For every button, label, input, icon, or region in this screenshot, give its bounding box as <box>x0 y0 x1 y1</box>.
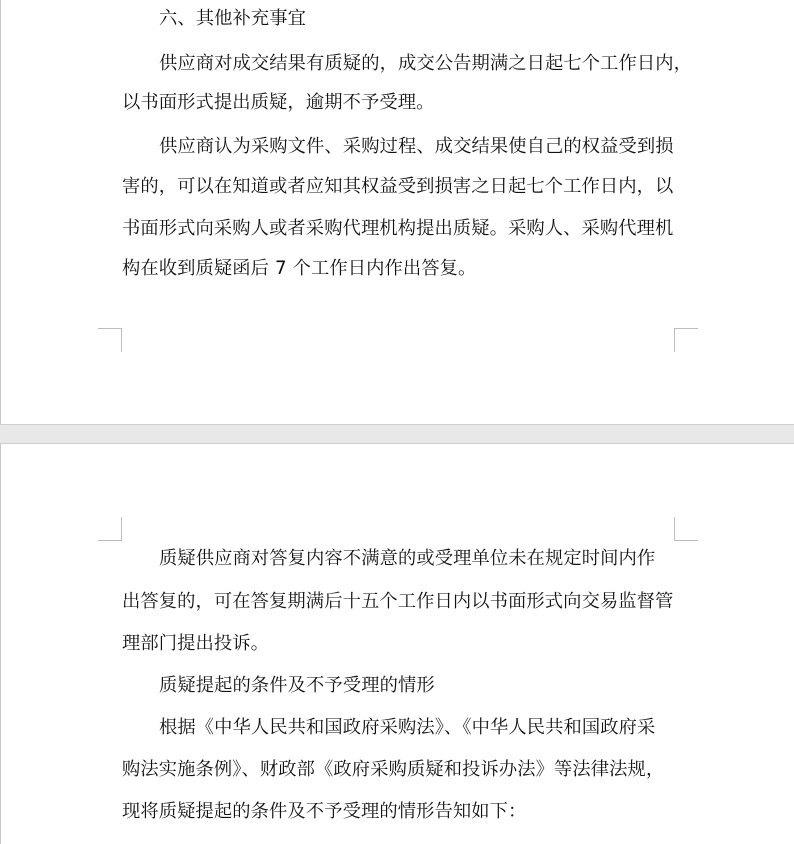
document-page-2 <box>0 443 794 844</box>
section-heading: 质疑提起的条件及不予受理的情形 <box>159 675 435 696</box>
paragraph-line: 理部门提出投诉。 <box>122 633 270 654</box>
paragraph-line: 根据《中华人民共和国政府采购法》、《中华人民共和国政府采 <box>159 717 656 738</box>
section-heading: 六、其他补充事宜 <box>159 8 307 29</box>
paragraph-line: 书面形式向采购人或者采购代理机构提出质疑。采购人、采购代理机 <box>122 218 674 239</box>
margin-corner-mark <box>674 328 698 352</box>
margin-corner-mark <box>674 517 698 541</box>
margin-corner-mark <box>98 328 122 352</box>
paragraph-line: 现将质疑提起的条件及不予受理的情形告知如下： <box>122 801 527 822</box>
paragraph-line: 以书面形式提出质疑，逾期不予受理。 <box>122 92 435 113</box>
paragraph-line: 供应商对成交结果有质疑的，成交公告期满之日起七个工作日内， <box>159 53 693 74</box>
paragraph-line: 构在收到质疑函后 7 个工作日内作出答复。 <box>122 258 477 279</box>
margin-corner-mark <box>98 517 122 541</box>
paragraph-line: 害的，可以在知道或者应知其权益受到损害之日起七个工作日内，以 <box>122 176 674 197</box>
paragraph-line: 出答复的，可在答复期满后十五个工作日内以书面形式向交易监督管 <box>122 591 674 612</box>
paragraph-line: 购法实施条例》、财政部《政府采购质疑和投诉办法》等法律法规， <box>122 759 665 780</box>
paragraph-line: 质疑供应商对答复内容不满意的或受理单位未在规定时间内作 <box>159 548 656 569</box>
paragraph-line: 供应商认为采购文件、采购过程、成交结果使自己的权益受到损 <box>159 136 674 157</box>
